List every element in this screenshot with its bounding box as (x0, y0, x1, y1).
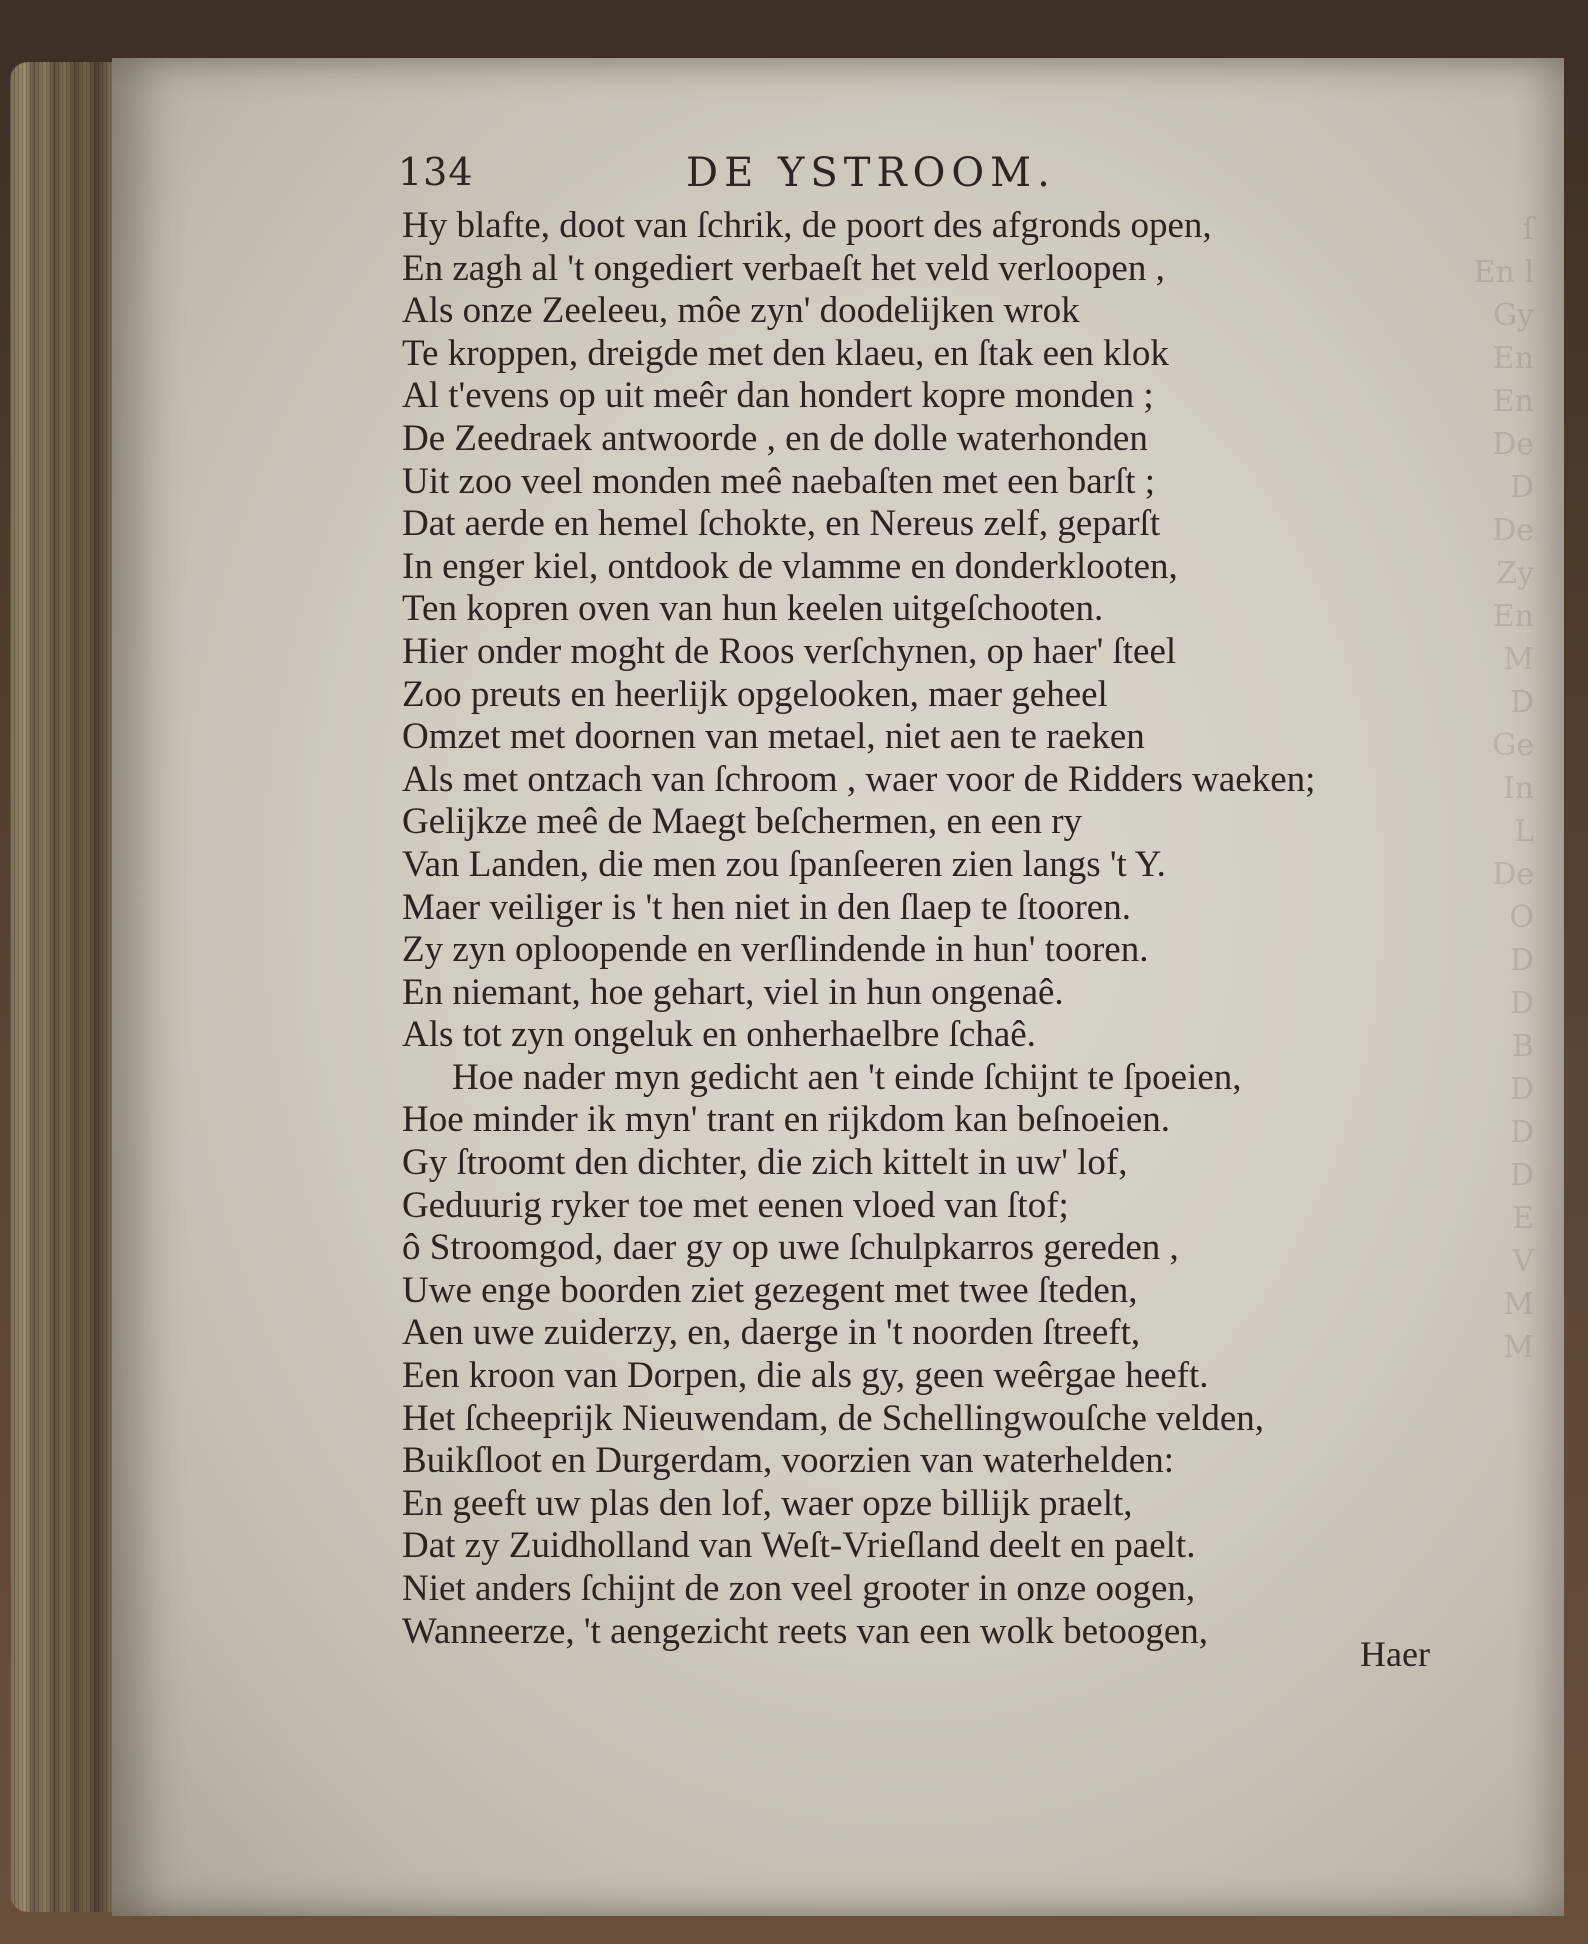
book-page-edges (10, 62, 115, 1912)
verse-line: Zy zyn oploopende en verſlindende in hun' tooren. (402, 929, 1149, 971)
verse-line: Hier onder moght de Roos verſchynen, op haer' ſteel (402, 630, 1177, 672)
verse-line: Gy ſtroomt den dichter, die zich kittelt in uw' lof, (402, 1142, 1128, 1184)
page-header (398, 150, 1198, 210)
verse-line: Dat zy Zuidholland van Weſt-Vrieſland deelt en paelt. (402, 1525, 1196, 1567)
verse-line: Als tot zyn ongeluk en onherhaelbre ſchaê. (402, 1014, 1036, 1056)
verse-line: Als met ontzach van ſchroom , waer voor de Ridders waeken; (402, 758, 1316, 800)
verse-line: De Zeedraek antwoorde , en de dolle waterhonden (402, 417, 1148, 459)
verse-line: Een kroon van Dorpen, die als gy, geen weêrgae heeft. (402, 1355, 1209, 1397)
verse-line: Hy blafte, doot van ſchrik, de poort des afgronds open, (402, 205, 1212, 246)
verse-line: Als onze Zeeleeu, môe zyn' doodelijken wrok (402, 290, 1080, 332)
verse-line: En zagh al 't ongediert verbaeſt het veld verloopen , (402, 247, 1165, 289)
catchword: Haer (1360, 1634, 1430, 1674)
verse-line: ô Stroomgod, daer gy op uwe ſchulpkarros gereden , (402, 1227, 1179, 1269)
verse-line: En niemant, hoe gehart, viel in hun ongenaê. (402, 971, 1064, 1013)
verse-line: Al t'evens op uit meêr dan hondert kopre monden ; (402, 375, 1154, 417)
verse-line: Ten kopren oven van hun keelen uitgeſchooten. (402, 588, 1104, 630)
verse-line: Van Landen, die men zou ſpanſeeren zien langs 't Y. (402, 843, 1166, 885)
verse-line: In enger kiel, ontdook de vlamme en donderklooten, (402, 545, 1178, 587)
verse-line-indented: Hoe nader myn gedicht aen 't einde ſchijnt te ſpoeien, (452, 1056, 1242, 1098)
bleed-through-text: ſ En l Gy En En De D De Zy En M D Ge In L De O D D B D D D E V M M (1473, 212, 1534, 1365)
verse-line: Dat aerde en hemel ſchokte, en Nereus zelf, geparſt (402, 503, 1161, 545)
verse-line: En geeft uw plas den lof, waer opze billijk praelt, (402, 1482, 1133, 1524)
verse-line: Maer veiliger is 't hen niet in den ſlaep te ſtooren. (402, 886, 1131, 928)
verse-line: Niet anders ſchijnt de zon veel grooter in onze oogen, (402, 1568, 1196, 1609)
running-head: DE YSTROOM. (686, 150, 1056, 196)
verse-line: Omzet met doornen van metael, niet aen te raeken (402, 716, 1145, 758)
verse-line: Uwe enge boorden ziet gezegent met twee ſteden, (402, 1269, 1138, 1311)
verse-line: Wanneerze, 't aengezicht reets van een wolk betoogen, (402, 1610, 1208, 1652)
verse-line: Uit zoo veel monden meê naebaſten met een barſt ; (402, 460, 1156, 502)
poem-text (402, 205, 1482, 1653)
verse-line: Aen uwe zuiderzy, en, daerge in 't noorden ſtreeft, (402, 1312, 1141, 1354)
page-number: 134 (398, 150, 474, 194)
verse-line: Gelijkze meê de Maegt beſchermen, en een ry (402, 801, 1083, 843)
verse-line: Geduurig ryker toe met eenen vloed van ſtof; (402, 1184, 1069, 1226)
verse-line: Zoo preuts en heerlijk opgelooken, maer geheel (402, 673, 1108, 715)
verse-line: Het ſcheeprijk Nieuwendam, de Schellingwouſche velden, (402, 1397, 1265, 1439)
verse-line: Buikſloot en Durgerdam, voorzien van waterhelden: (402, 1440, 1174, 1482)
verse-line: Hoe minder ik myn' trant en rijkdom kan beſnoeien. (402, 1099, 1171, 1141)
verse-line: Te kroppen, dreigde met den klaeu, en ſtak een klok (402, 332, 1169, 374)
